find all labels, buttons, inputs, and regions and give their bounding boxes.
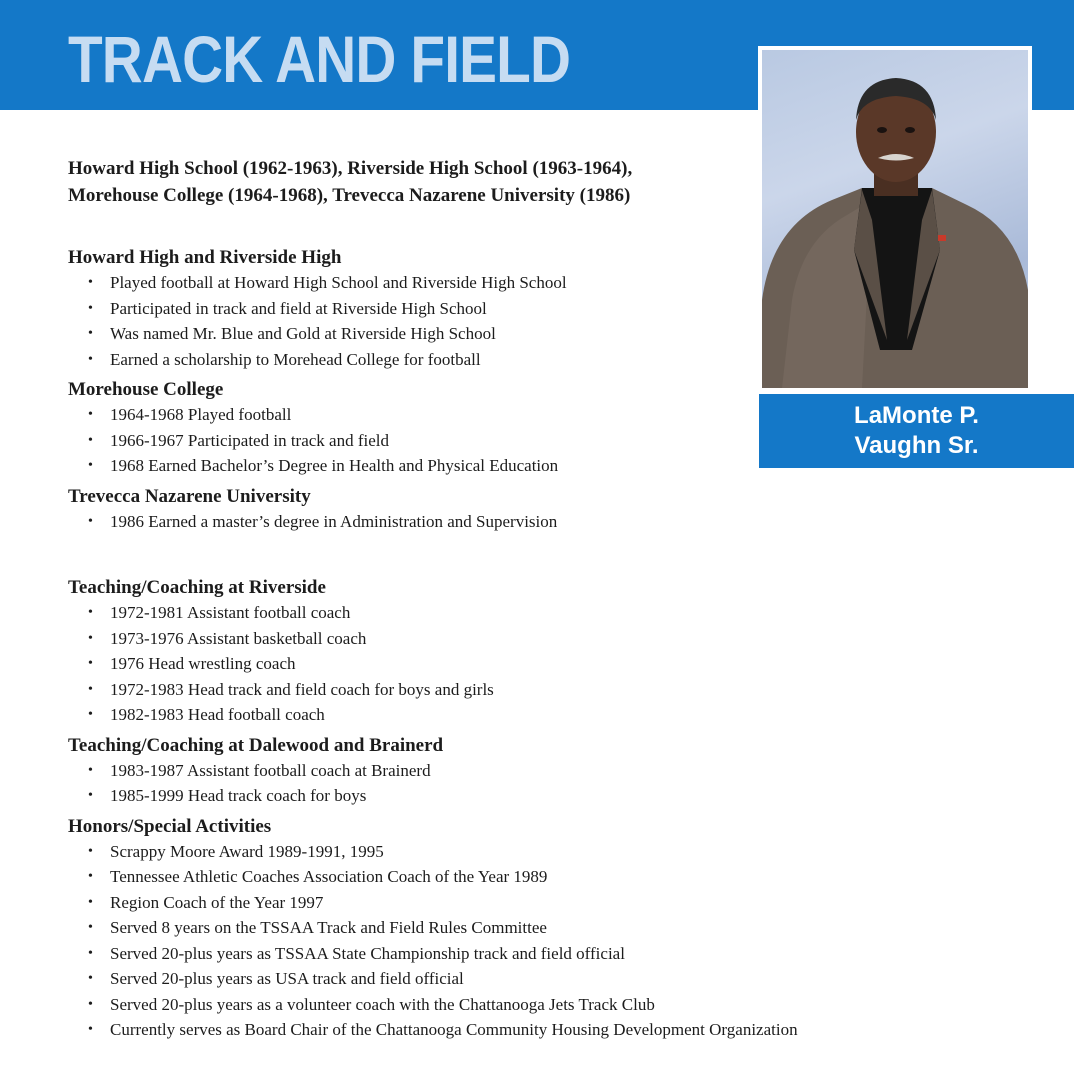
schools-line-2: Morehouse College (1964-1968), Trevecca Nazarene University (1986) (68, 185, 631, 206)
bullet-icon: • (88, 326, 93, 341)
list-item: • Served 8 years on the TSSAA Track and Field Rules Committee (110, 915, 888, 941)
list-item: • Served 20-plus years as USA track and field official (110, 966, 888, 992)
list-item: • Region Coach of the Year 1997 (110, 890, 888, 916)
section-heading: Teaching/Coaching at Dalewood and Brainerd (68, 734, 444, 756)
bullet-icon: • (88, 996, 93, 1012)
list-item: • 1966-1967 Participated in track and field (110, 428, 888, 454)
bullet-icon: • (88, 707, 93, 722)
bullet-icon: • (88, 630, 93, 646)
list-item: • Tennessee Athletic Coaches Association Coach of the Year 1989 (110, 864, 888, 890)
bullet-icon: • (88, 407, 93, 422)
list-item: • Earned a scholarship to Morehead College for football (110, 347, 888, 373)
bullet-icon: • (88, 681, 93, 697)
bullet-icon: • (88, 458, 93, 473)
section-list (68, 600, 888, 728)
bullet-icon: • (88, 351, 93, 367)
list-item: • Scrappy Moore Award 1989-1991, 1995 (110, 839, 888, 865)
list-item: • Participated in track and field at Riverside High School (110, 296, 888, 322)
name-line-2: Vaughn Sr. (854, 432, 979, 459)
bullet-icon: • (88, 894, 93, 910)
bullet-icon: • (88, 300, 93, 316)
list-item: • 1972-1981 Assistant football coach (110, 600, 888, 626)
list-item: • 1976 Head wrestling coach (110, 651, 888, 677)
name-line-1: LaMonte P. (854, 402, 979, 429)
section-list (68, 270, 888, 372)
bullet-icon: • (88, 275, 93, 290)
list-item: • 1972-1983 Head track and field coach for boys and girls (110, 677, 888, 703)
page-title: TRACK AND FIELD (68, 22, 571, 96)
bullet-icon: • (88, 843, 93, 859)
section-heading: Howard High and Riverside High (68, 247, 342, 268)
bullet-icon: • (88, 971, 93, 986)
bullet-icon: • (88, 762, 93, 778)
section-heading: Honors/Special Activities (68, 815, 272, 837)
section-list (68, 758, 888, 809)
section-heading: Trevecca Nazarene University (68, 485, 311, 507)
list-item: • Served 20-plus years as TSSAA State Championship track and field official (110, 941, 888, 967)
bullet-icon: • (88, 432, 93, 448)
list-item: • 1973-1976 Assistant basketball coach (110, 626, 888, 652)
section-heading: Morehouse College (68, 379, 224, 400)
section-list (68, 402, 888, 479)
list-item: • Served 20-plus years as a volunteer coach with the Chattanooga Jets Track Club (110, 992, 888, 1018)
bullet-icon: • (88, 920, 93, 935)
bullet-icon: • (88, 869, 93, 884)
list-item: • Played football at Howard High School and Riverside High School (110, 270, 888, 296)
list-item: • 1964-1968 Played football (110, 402, 888, 428)
list-item: • 1985-1999 Head track coach for boys (110, 783, 888, 809)
list-item: • 1982-1983 Head football coach (110, 702, 888, 728)
biography-content (68, 246, 888, 1043)
list-item: • 1986 Earned a master’s degree in Administration and Supervision (110, 509, 888, 535)
bullet-icon: • (88, 945, 93, 961)
bullet-icon: • (88, 605, 93, 620)
section-list (68, 839, 888, 1043)
list-item: • Was named Mr. Blue and Gold at Riverside High School (110, 321, 888, 347)
bullet-icon: • (88, 1022, 93, 1037)
bullet-icon: • (88, 513, 93, 529)
section-heading: Teaching/Coaching at Riverside (68, 577, 326, 598)
schools-line-1: Howard High School (1962-1963), Riverside High School (1963-1964), (68, 158, 633, 179)
bullet-icon: • (88, 788, 93, 803)
list-item: • 1968 Earned Bachelor’s Degree in Health and Physical Education (110, 453, 888, 479)
list-item: • Currently serves as Board Chair of the Chattanooga Community Housing Development Organization (110, 1017, 888, 1043)
list-item: • 1983-1987 Assistant football coach at Brainerd (110, 758, 888, 784)
bullet-icon: • (88, 656, 93, 671)
section-list (68, 509, 888, 535)
schools-attended (68, 155, 728, 209)
